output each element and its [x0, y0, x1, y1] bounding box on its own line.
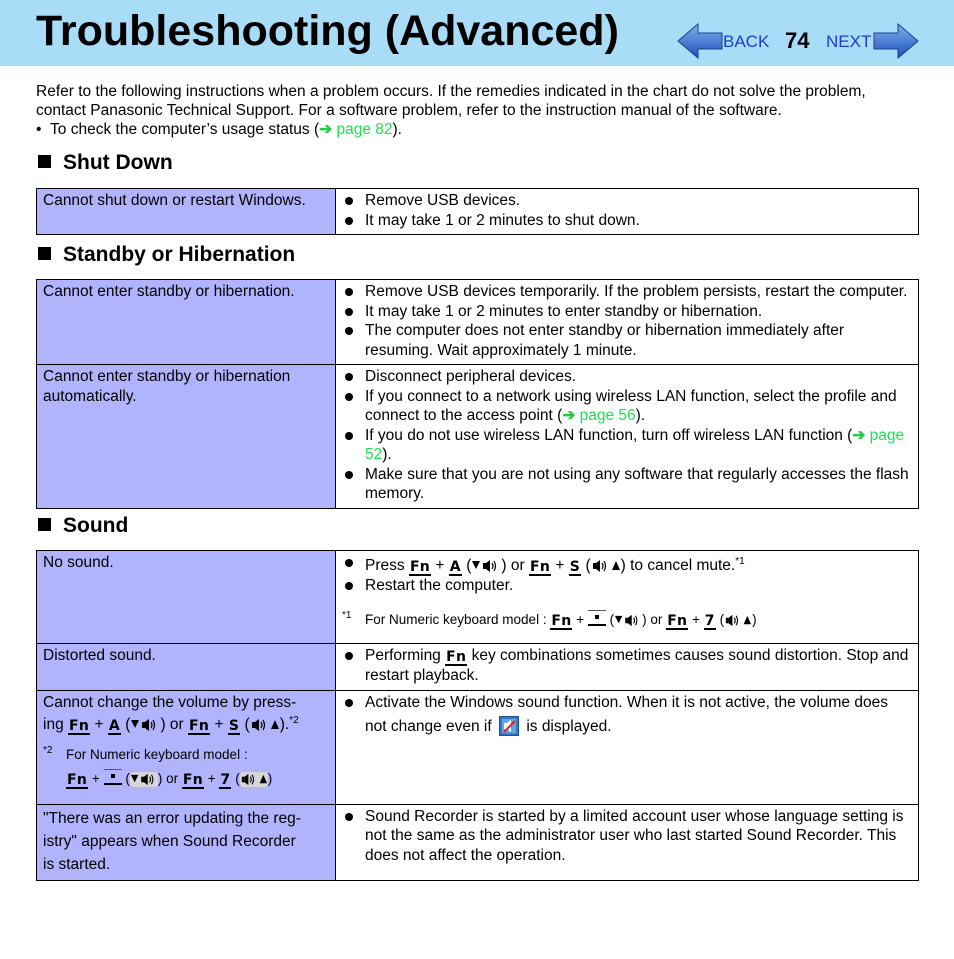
paren-text: (	[585, 557, 591, 574]
footnote: *1 For Numeric keyboard model : Fn + ( ) or Fn + 7 ( )	[342, 609, 757, 629]
fn-key: Fn	[667, 612, 688, 629]
header-bar	[0, 0, 954, 66]
table-row	[37, 804, 919, 880]
paren-text: (	[719, 611, 725, 627]
dot-key	[104, 769, 122, 785]
or-text: ) or	[160, 716, 184, 733]
fn-key: Fn	[551, 612, 572, 629]
mute-indicator-icon	[499, 716, 519, 736]
remedy-item: Make sure that you are not using any software that regularly accesses the flash memory.	[344, 465, 912, 504]
back-link[interactable]: BACK	[723, 32, 770, 51]
volume-down-icon	[614, 613, 642, 628]
a-key: A	[449, 559, 461, 575]
paren-text: (	[244, 716, 250, 733]
page-52-link-text[interactable]: page 52	[365, 426, 905, 463]
remedy-text: key combinations sometimes causes sound distortion. Stop and restart playback.	[365, 647, 909, 684]
bullet-dot: •	[36, 121, 51, 138]
problem-cell: Cannot enter standby or hibernation.	[37, 280, 336, 365]
paren-text: )	[267, 770, 273, 786]
footnote-text: For Numeric keyboard model :	[66, 747, 248, 762]
remedy-item: Remove USB devices temporarily. If the problem persists, restart the computer.	[344, 282, 912, 302]
section-heading-text: Standby or Hibernation	[63, 243, 296, 266]
usage-status-link[interactable]	[319, 121, 392, 138]
remedy-cell	[336, 365, 919, 509]
fn-key: Fn	[189, 718, 210, 734]
problem-text: ).	[279, 716, 290, 733]
plus-text: +	[91, 770, 100, 786]
remedy-text: If you do not use wireless LAN function, turn off wireless LAN function (	[365, 426, 853, 444]
remedy-item: Disconnect peripheral devices.	[344, 367, 912, 387]
table-row	[37, 690, 919, 804]
table-row	[37, 644, 919, 691]
volume-up-icon	[724, 613, 752, 628]
remedy-cell	[336, 804, 919, 880]
remedy-item: The computer does not enter standby or hibernation immediately after resuming. Wait approximately 1 minute.	[344, 321, 912, 360]
paren-text: )	[752, 611, 757, 627]
plus-text: +	[435, 557, 445, 574]
remedy-item	[344, 426, 912, 465]
square-bullet-icon	[38, 518, 51, 531]
problem-cell	[37, 690, 336, 804]
intro-bullet	[36, 120, 402, 139]
problem-cell	[37, 804, 336, 880]
remedy-text: If you connect to a network using wireless LAN function, select the profile and connect to the access point (	[365, 387, 897, 424]
plus-text: +	[214, 716, 224, 733]
problem-cell: No sound.	[37, 551, 336, 644]
intro-bullet-prefix: To check the computer’s usage status (	[50, 121, 320, 138]
page-56-link-text[interactable]: page 56	[579, 407, 636, 424]
next-link[interactable]: NEXT	[826, 32, 872, 51]
remedy-cell	[336, 551, 919, 644]
or-text: ) or	[157, 770, 179, 786]
volume-down-icon	[471, 558, 501, 574]
problem-cell: Distorted sound.	[37, 644, 336, 691]
usage-status-link-text[interactable]: page 82	[336, 121, 393, 138]
or-text: ) or	[501, 557, 525, 574]
remedy-text: ) to cancel mute.	[620, 557, 736, 574]
remedy-cell	[336, 644, 919, 691]
next-arrow-icon[interactable]	[872, 22, 920, 60]
problem-cell: Cannot enter standby or hibernation automatically.	[37, 365, 336, 509]
footnote-mark: *1	[735, 555, 745, 567]
remedy-item: It may take 1 or 2 minutes to enter standby or hibernation.	[344, 302, 912, 322]
plus-text: +	[94, 716, 104, 733]
remedy-text-end: ).	[635, 407, 646, 424]
remedy-item: It may take 1 or 2 minutes to shut down.	[344, 211, 912, 231]
sound-table	[36, 550, 919, 881]
plus-text: +	[207, 770, 216, 786]
right-arrow-icon: ➔	[319, 121, 333, 138]
problem-text-line: "There was an error updating the reg-	[43, 809, 301, 827]
fn-key: Fn	[67, 771, 88, 788]
fn-key: Fn	[409, 559, 431, 575]
problem-text-line: Cannot change the volume by press-	[43, 693, 297, 711]
paren-text: (	[235, 770, 240, 786]
paren-text: (	[466, 557, 472, 574]
plus-text: +	[692, 611, 700, 627]
section-heading-shutdown	[38, 150, 173, 176]
remedy-item	[344, 387, 912, 426]
table-row	[37, 365, 919, 509]
remedy-item	[344, 553, 912, 576]
problem-text: ing	[43, 716, 64, 733]
fn-key: Fn	[529, 559, 551, 575]
volume-down-icon	[130, 772, 158, 787]
remedy-cell	[336, 690, 919, 804]
volume-down-icon	[130, 717, 160, 733]
fn-key: Fn	[446, 649, 467, 665]
dot-key	[588, 610, 606, 626]
paren-text: (	[125, 716, 131, 733]
remedy-text: not change even if	[365, 718, 492, 735]
section-heading-sound	[38, 513, 128, 539]
or-text: ) or	[642, 611, 663, 627]
paren-text: (	[125, 770, 130, 786]
volume-up-icon	[240, 772, 268, 787]
footnote-mark: *2	[289, 714, 299, 726]
s-key: S	[569, 559, 581, 575]
table-row	[37, 551, 919, 644]
square-bullet-icon	[38, 247, 51, 260]
section-heading-text: Sound	[63, 514, 129, 537]
table-row	[37, 189, 919, 235]
a-key: A	[108, 718, 120, 734]
footnote: *2 For Numeric keyboard model :	[43, 745, 248, 762]
problem-text-line	[43, 715, 329, 735]
standby-table	[36, 279, 919, 509]
intro-bullet-suffix: ).	[392, 121, 402, 138]
remedy-cell	[336, 189, 919, 235]
plus-text: +	[576, 611, 585, 627]
problem-text-line: istry" appears when Sound Recorder	[43, 832, 296, 850]
plus-text: +	[555, 557, 565, 574]
remedy-item: Restart the computer.	[344, 576, 912, 596]
section-heading-text: Shut Down	[63, 151, 173, 174]
remedy-item	[344, 646, 912, 686]
volume-up-icon	[591, 558, 621, 574]
seven-key: 7	[220, 771, 231, 788]
footnote-text: For Numeric keyboard model :	[365, 611, 547, 627]
shutdown-table	[36, 188, 919, 235]
page-number: 74	[785, 28, 810, 53]
page-56-link[interactable]	[562, 407, 635, 424]
intro-line-2: contact Panasonic Technical Support. For a software problem, refer to the instruction manual of the software.	[36, 102, 782, 119]
back-arrow-icon[interactable]	[676, 22, 724, 60]
intro-line-1: Refer to the following instructions when a problem occurs. If the remedies indicated in the chart do not solve the problem,	[36, 83, 866, 100]
square-bullet-icon	[38, 155, 51, 168]
remedy-item	[344, 693, 912, 737]
remedy-text: Performing	[365, 647, 441, 664]
table-row	[37, 280, 919, 365]
fn-key: Fn	[182, 771, 203, 788]
remedy-text: Activate the Windows sound function. When it is not active, the volume does	[365, 693, 888, 711]
problem-text-line: is started.	[43, 855, 111, 873]
volume-up-icon	[250, 717, 280, 733]
remedy-item: Sound Recorder is started by a limited account user whose language setting is not the same as the administrator user who last started Sound Recorder. This does not affect the operation.	[344, 807, 912, 866]
section-heading-standby	[38, 242, 295, 268]
paren-text: (	[609, 611, 615, 627]
remedy-text: is displayed.	[526, 718, 612, 735]
right-arrow-icon: ➔	[852, 426, 866, 444]
s-key: S	[228, 718, 240, 734]
fn-key: Fn	[69, 718, 90, 734]
problem-cell: Cannot shut down or restart Windows.	[37, 189, 336, 235]
remedy-cell	[336, 280, 919, 365]
right-arrow-icon: ➔	[562, 407, 576, 424]
page-title: Troubleshooting (Advanced)	[36, 7, 619, 55]
seven-key: 7	[704, 612, 715, 629]
remedy-text-end: ).	[382, 446, 392, 463]
footnote-keys	[43, 769, 329, 789]
remedy-text: Press	[365, 557, 405, 574]
remedy-item: Remove USB devices.	[344, 191, 912, 211]
